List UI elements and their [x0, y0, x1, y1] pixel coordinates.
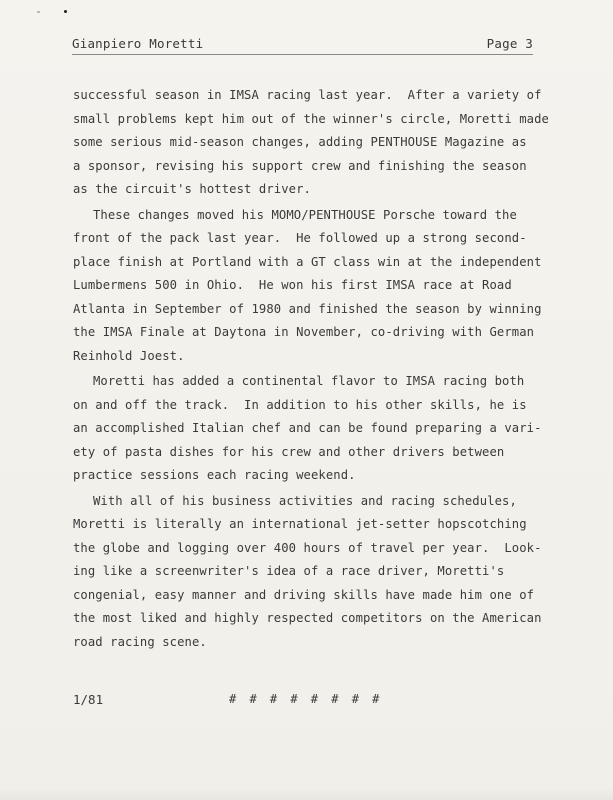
end-of-document-mark: # # # # # # # # — [229, 692, 383, 706]
footer-date: 1/81 — [73, 692, 104, 707]
page-edge-shadow — [0, 788, 613, 800]
text-line: as the circuit's hottest driver. — [73, 182, 311, 196]
paragraph — [73, 370, 543, 488]
header-author-name: Gianpiero Moretti — [72, 36, 204, 51]
paragraph — [73, 84, 549, 202]
text-line: congenial, easy manner and driving skills have made him one of — [73, 587, 535, 602]
paragraph — [73, 490, 543, 655]
text-line: on and off the track. In addition to his other skills, he is — [73, 397, 527, 412]
scan-speck — [37, 11, 40, 13]
text-line: place finish at Portland with a GT class win at the independent — [73, 254, 542, 269]
scan-speck — [64, 10, 67, 13]
text-line: front of the pack last year. He followed up a strong second- — [73, 231, 527, 245]
text-line: the most liked and highly respected competitors on the American — [73, 611, 542, 625]
page-header — [72, 34, 533, 55]
text-line: Reinhold Joest. — [73, 348, 185, 363]
text-line: Moretti has added a continental flavor to IMSA racing both — [93, 374, 525, 388]
text-line: ing like a screenwriter's idea of a race driver, Moretti's — [73, 564, 505, 578]
header-page-number: Page 3 — [486, 36, 533, 51]
text-line: successful season in IMSA racing last year. After a variety of — [73, 88, 542, 102]
text-line: an accomplished Italian chef and can be found preparing a vari- — [73, 421, 542, 435]
text-line: practice sessions each racing weekend. — [73, 468, 356, 482]
text-line: Lumbermens 500 in Ohio. He won his first IMSA race at Road — [73, 278, 512, 292]
text-line: Atlanta in September of 1980 and finished the season by winning — [73, 301, 542, 316]
text-line: With all of his business activities and racing schedules, — [93, 493, 517, 508]
text-line: small problems kept him out of the winner's circle, Moretti made — [73, 111, 549, 126]
text-line: ety of pasta dishes for his crew and other drivers between — [73, 444, 505, 459]
paragraph — [73, 204, 543, 369]
text-line: These changes moved his MOMO/PENTHOUSE Porsche toward the — [93, 207, 517, 222]
text-line: some serious mid-season changes, adding PENTHOUSE Magazine as — [73, 135, 527, 149]
text-line: road racing scene. — [73, 634, 207, 649]
text-line: the IMSA Finale at Daytona in November, co-driving with German — [73, 325, 535, 339]
text-line: a sponsor, revising his support crew and finishing the season — [73, 158, 527, 173]
text-line: the globe and logging over 400 hours of travel per year. Look- — [73, 540, 542, 555]
document-body — [73, 84, 549, 654]
text-line: Moretti is literally an international jet-setter hopscotching — [73, 517, 527, 531]
